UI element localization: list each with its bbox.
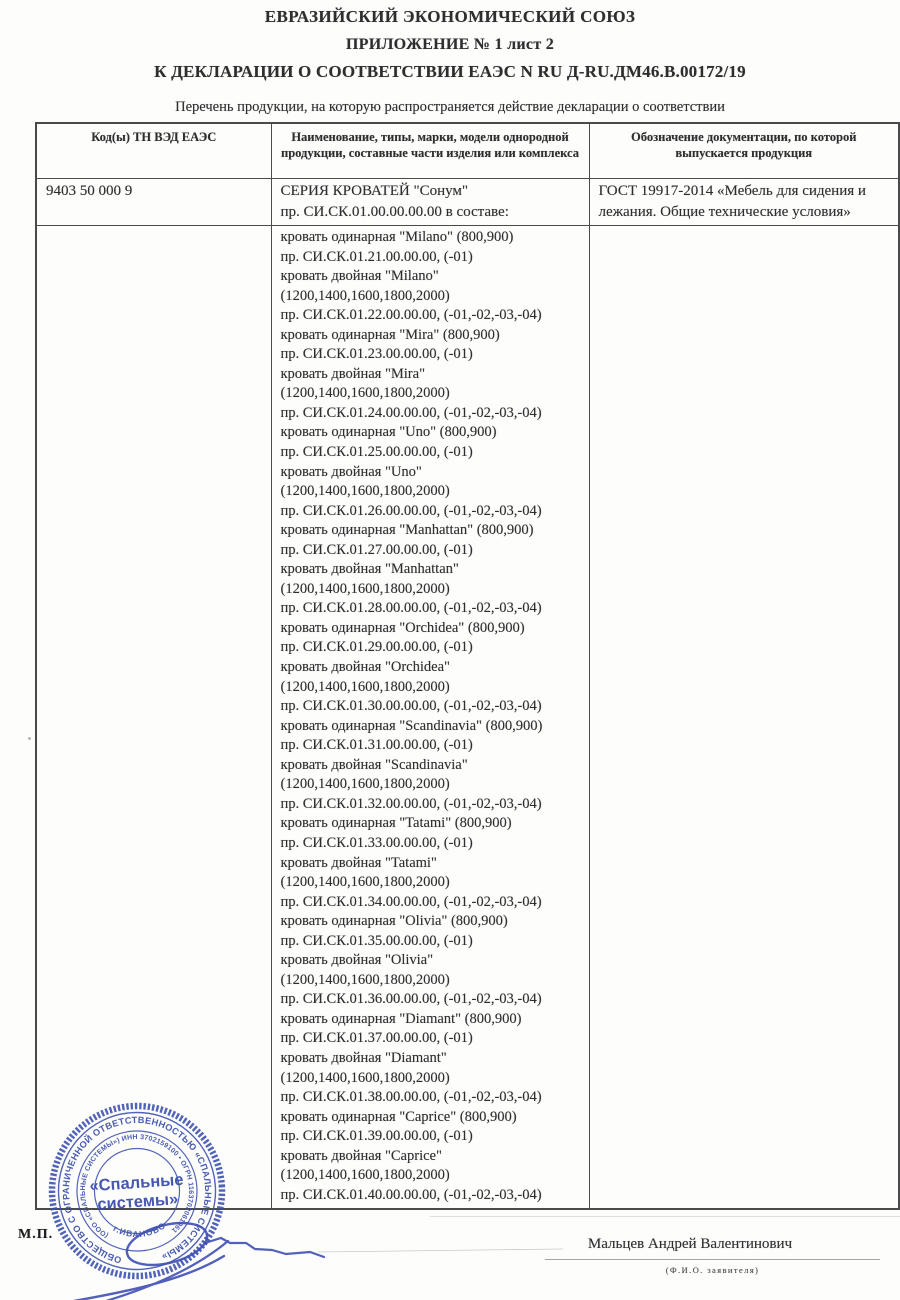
- table-row-products: [36, 226, 899, 1210]
- product-line: кровать двойная "Tatami": [280, 854, 437, 871]
- product-line: пр. СИ.СК.01.22.00.00.00, (-01,-02,-03,-04): [280, 307, 542, 324]
- product-line: пр. СИ.СК.01.32.00.00.00, (-01,-02,-03,-04): [280, 795, 542, 812]
- product-line: кровать одинарная "Uno" (800,900): [280, 424, 497, 441]
- series-name-line: пр. СИ.СК.01.00.00.00.00 в составе:: [280, 204, 509, 220]
- product-line: кровать двойная "Uno": [280, 463, 422, 480]
- gost-doc-line: лежания. Общие технические условия»: [598, 204, 851, 220]
- products-table: [35, 122, 900, 1210]
- product-line: кровать одинарная "Tatami" (800,900): [280, 815, 512, 832]
- cell-series-name: [271, 179, 589, 226]
- product-line: кровать двойная "Olivia": [280, 952, 434, 969]
- series-name-line: СЕРИЯ КРОВАТЕЙ "Сонум": [280, 183, 469, 199]
- product-line: кровать двойная "Diamant": [280, 1049, 447, 1066]
- product-line: кровать двойная "Mira": [280, 365, 425, 382]
- signature-zigzag: [205, 1238, 324, 1257]
- product-line: пр. СИ.СК.01.28.00.00.00, (-01,-02,-03,-04): [280, 600, 542, 617]
- product-line: пр. СИ.СК.01.24.00.00.00, (-01,-02,-03,-04): [280, 404, 542, 421]
- stamp-inner-text: (ООО «СПАЛЬНЫЕ СИСТЕМЫ») ИНН 3702159100 • ОГРН 1163702061961: [79, 1133, 195, 1239]
- gost-doc-line: ГОСТ 19917-2014 «Мебель для сидения и: [598, 183, 866, 199]
- cell-products-list: [271, 226, 589, 1210]
- product-line: кровать двойная "Orchidea": [280, 659, 450, 676]
- product-line: кровать одинарная "Olivia" (800,900): [280, 913, 508, 930]
- product-line: (1200,1400,1600,1800,2000): [280, 971, 450, 988]
- product-line: пр. СИ.СК.01.40.00.00.00, (-01,-02,-03,-04): [280, 1186, 542, 1203]
- cell-empty-code: [36, 226, 271, 1210]
- signature-faint-line: [318, 1249, 563, 1252]
- stamp-center-text-1: «Спальные: [88, 1170, 185, 1196]
- product-line: пр. СИ.СК.01.37.00.00.00, (-01): [280, 1030, 473, 1047]
- product-line: (1200,1400,1600,1800,2000): [280, 874, 450, 891]
- product-line: пр. СИ.СК.01.38.00.00.00, (-01,-02,-03,-04): [280, 1089, 542, 1106]
- product-line: (1200,1400,1600,1800,2000): [280, 287, 450, 304]
- header-line-eaeu: ЕВРАЗИЙСКИЙ ЭКОНОМИЧЕСКИЙ СОЮЗ: [264, 7, 636, 26]
- header-line-appendix: ПРИЛОЖЕНИЕ № 1 лист 2: [345, 36, 555, 53]
- product-line: пр. СИ.СК.01.23.00.00.00, (-01): [280, 346, 473, 363]
- column-header-name: Наименование, типы, марки, модели однородной продукции, составные части изделия или комплекса: [271, 123, 589, 179]
- product-line: кровать одинарная "Scandinavia" (800,900): [280, 717, 543, 734]
- signature-loop: [123, 1216, 212, 1273]
- stamp-city-text: г.ИВАНОВО: [111, 1219, 168, 1240]
- product-line: пр. СИ.СК.01.31.00.00.00, (-01): [280, 737, 473, 754]
- product-line: пр. СИ.СК.01.26.00.00.00, (-01,-02,-03,-04): [280, 502, 542, 519]
- product-line: пр. СИ.СК.01.21.00.00.00, (-01): [280, 248, 473, 265]
- product-line: (1200,1400,1600,1800,2000): [280, 1069, 450, 1086]
- product-line: пр. СИ.СК.01.29.00.00.00, (-01): [280, 639, 473, 656]
- product-line: кровать двойная "Caprice": [280, 1147, 442, 1164]
- signature-line: [545, 1259, 880, 1260]
- column-header-code: Код(ы) ТН ВЭД ЕАЭС: [36, 123, 271, 179]
- product-line: (1200,1400,1600,1800,2000): [280, 580, 450, 597]
- product-line: кровать двойная "Manhattan": [280, 561, 459, 578]
- signature-flourish-2: [96, 1241, 228, 1300]
- product-line: (1200,1400,1600,1800,2000): [280, 1167, 450, 1184]
- cell-empty-docs: [589, 226, 899, 1210]
- product-line: пр. СИ.СК.01.25.00.00.00, (-01): [280, 444, 473, 461]
- product-line: кровать двойная "Milano": [280, 268, 439, 285]
- stamp-outer-text: ОБЩЕСТВО С ОГРАНИЧЕННОЙ ОТВЕТСТВЕННОСТЬЮ «СПАЛЬНЫЕ СИСТЕМЫ»: [60, 1114, 214, 1266]
- header-line-declaration-number: К ДЕКЛАРАЦИИ О СООТВЕТСТВИИ ЕАЭС N RU Д-RU.ДМ46.В.00172/19: [154, 62, 746, 81]
- signer-caption: (Ф.И.О. заявителя): [665, 1265, 760, 1275]
- product-line: пр. СИ.СК.01.36.00.00.00, (-01,-02,-03,-04): [280, 991, 542, 1008]
- stamp-place-label: М.П.: [18, 1227, 54, 1242]
- product-line: кровать одинарная "Orchidea" (800,900): [280, 619, 525, 636]
- signer-name: Мальцев Андрей Валентинович: [587, 1236, 793, 1252]
- cell-tnved-code: 9403 50 000 9: [36, 179, 271, 226]
- product-line: пр. СИ.СК.01.39.00.00.00, (-01): [280, 1128, 473, 1145]
- product-line: (1200,1400,1600,1800,2000): [280, 678, 450, 695]
- signature-flourish-1: [68, 1256, 224, 1300]
- column-header-docs: Обозначение документации, по которой выпускается продукция: [589, 123, 899, 179]
- product-line: кровать одинарная "Manhattan" (800,900): [280, 522, 534, 539]
- table-header-row: [36, 123, 899, 179]
- product-line: кровать одинарная "Diamant" (800,900): [280, 1010, 522, 1027]
- product-line: пр. СИ.СК.01.30.00.00.00, (-01,-02,-03,-04): [280, 698, 542, 715]
- product-line: пр. СИ.СК.01.35.00.00.00, (-01): [280, 932, 473, 949]
- product-line: пр. СИ.СК.01.33.00.00.00, (-01): [280, 834, 473, 851]
- product-line: (1200,1400,1600,1800,2000): [280, 483, 450, 500]
- stamp-center-text-2: системы»: [96, 1190, 179, 1214]
- product-line: кровать одинарная "Mira" (800,900): [280, 326, 500, 343]
- product-line: кровать одинарная "Milano" (800,900): [280, 229, 514, 245]
- cell-gost-docs: [589, 179, 899, 226]
- signature: [28, 1186, 593, 1300]
- table-row-series: [36, 179, 899, 226]
- product-line: (1200,1400,1600,1800,2000): [280, 385, 450, 402]
- scan-speck: [28, 737, 31, 740]
- product-line: пр. СИ.СК.01.34.00.00.00, (-01,-02,-03,-04): [280, 893, 542, 910]
- product-line: (1200,1400,1600,1800,2000): [280, 776, 450, 793]
- products-table-caption: Перечень продукции, на которую распространяется действие декларации о соответствии: [175, 99, 725, 115]
- product-line: кровать одинарная "Caprice" (800,900): [280, 1108, 517, 1125]
- product-line: пр. СИ.СК.01.27.00.00.00, (-01): [280, 541, 473, 558]
- product-line: кровать двойная "Scandinavia": [280, 756, 468, 773]
